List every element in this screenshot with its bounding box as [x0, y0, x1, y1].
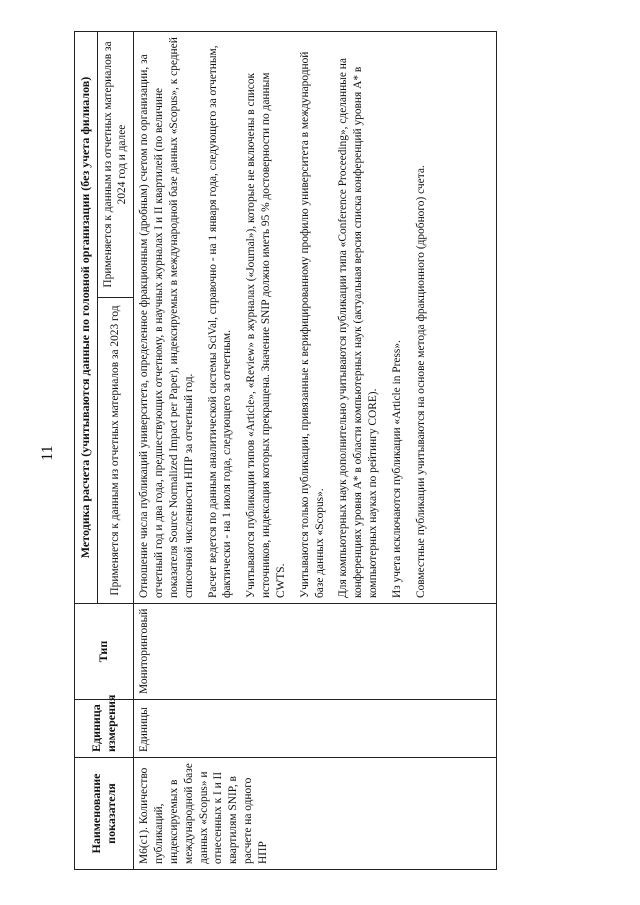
method-paragraph: Для компьютерных наук дополнительно учитываются публикации типа «Conference Proceeding», сделанные на конференциях уровня A* в области компьютерных наук (актуальная версия списка конференций уровня A* в компьютерных науках по рейтингу CORE). [337, 58, 380, 598]
header-type: Тип [75, 604, 134, 700]
rotated-table-container [74, 32, 604, 870]
method-paragraph: Совместные публикации учитываются на основе метода фракционного (дробного) счета. [414, 165, 427, 598]
method-paragraph: Расчет ведется по данным аналитической системы SciVal, справочно - на 1 января года, следующего за отчетным, фактически - на 1 июля года, следующего за отчетным. [206, 45, 234, 598]
table-row [134, 31, 497, 869]
header-method-2024: Применяется к данным из отчетных материалов за 2024 год и далее [97, 31, 134, 297]
page-number: 11 [39, 445, 56, 461]
method-paragraph: Отношение числа публикаций университета, определенное фракционным (дробным) счетом по организации, за отчетный год и два года, предшествующих отчетному, в научных журналах I и II квартилей (по величине показателя Source Normalized Impact per Paper), индексируемых в международной базе данных «Scopus», к средней списочной численности НПР за отчетный год. [138, 37, 195, 598]
header-unit: Единица измерения [75, 700, 134, 758]
header-method: Методика расчета (учитываются данные по головной организации (без учета филиалов) [75, 31, 98, 603]
header-name: Наименование показателя [75, 758, 134, 870]
method-paragraph: Учитываются только публикации, привязанные к верифицированному профилю университета в международной базе данных «Scopus». [298, 51, 326, 598]
method-paragraph: Из учета исключаются публикации «Article in Press». [390, 340, 403, 598]
indicator-table [74, 31, 497, 870]
indicator-unit: Единицы [134, 700, 497, 758]
indicator-name: М6(с1). Количество публикаций, индексируемых в международной базе данных «Scopus» и отнесенных к I и II квартилям SNIP, в расчете на одного НПР [134, 758, 497, 870]
indicator-type: Мониторинговый [134, 604, 497, 700]
header-method-2023: Применяется к данным из отчетных материалов за 2023 год [97, 298, 134, 604]
method-paragraph: Учитываются публикации типов «Article», «Review» в журналах («Journal»), которые не включены в список источников, индексация которых прекращена. Значение SNIP должно иметь 95 % достоверности по данным CWTS. [245, 72, 287, 598]
method-description [134, 31, 497, 603]
